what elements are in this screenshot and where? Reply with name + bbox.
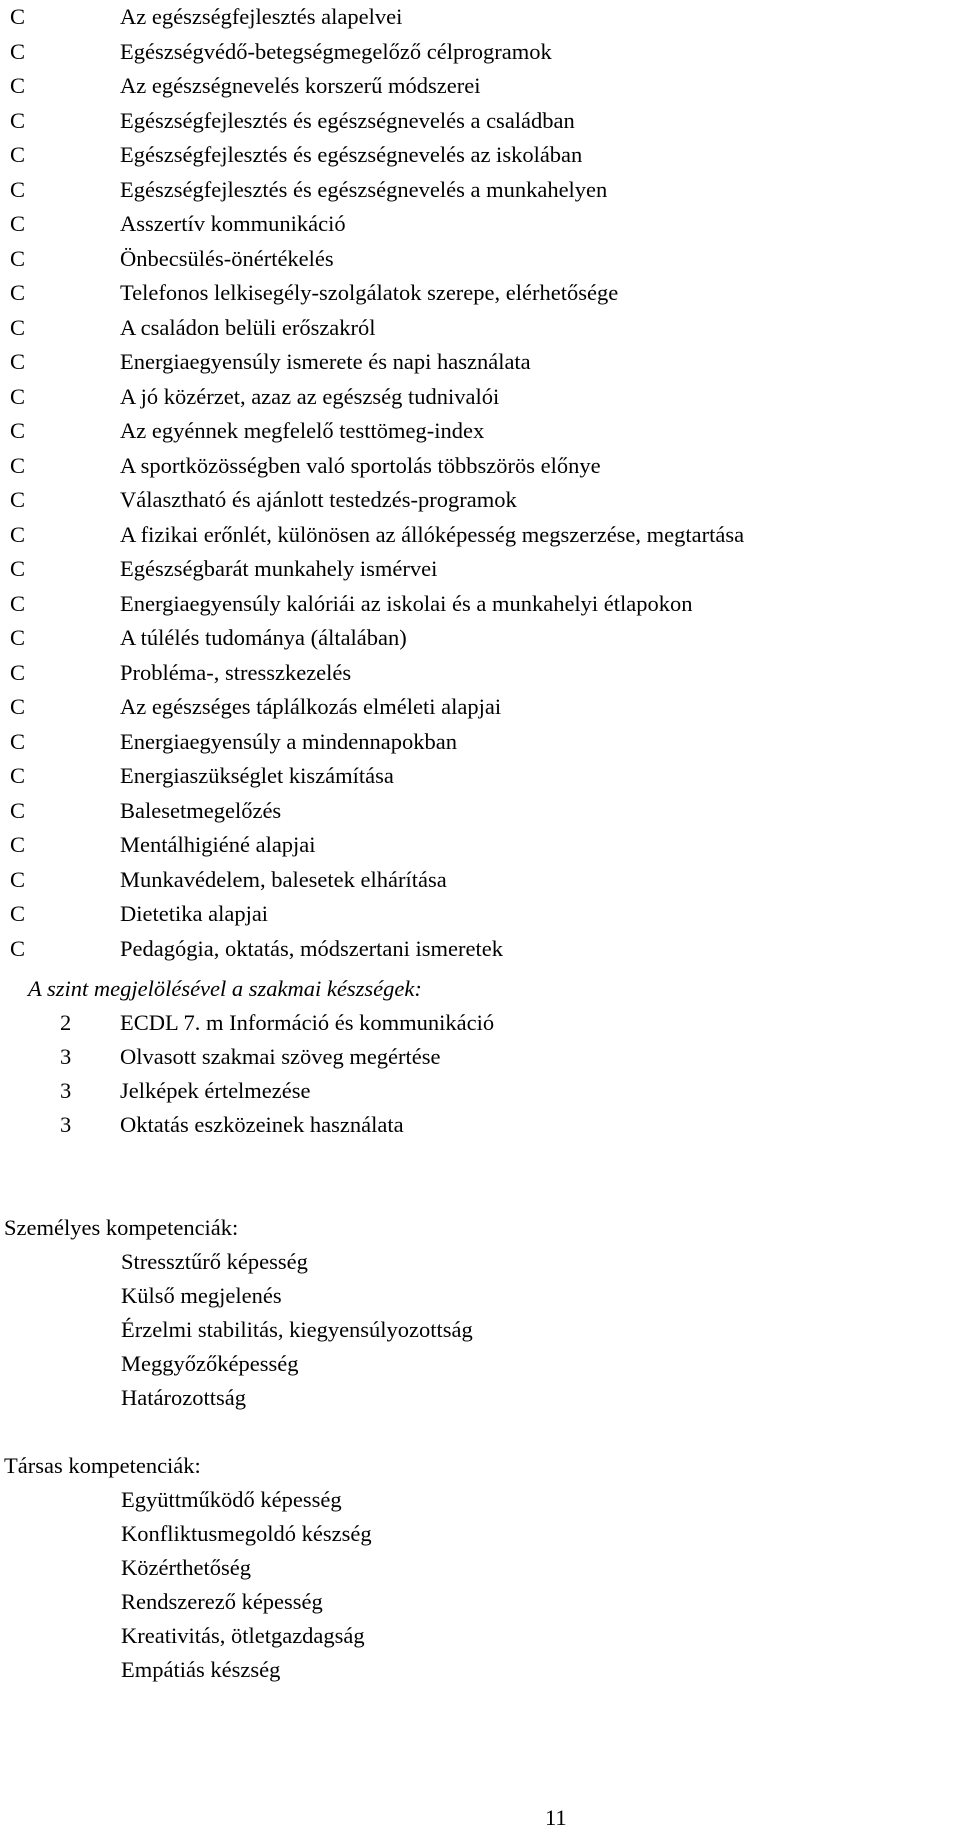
knowledge-item-text: Az egészségfejlesztés alapelvei <box>120 4 403 29</box>
knowledge-level-code: C <box>10 280 26 305</box>
knowledge-item-text: Asszertív kommunikáció <box>120 211 346 236</box>
page-number: 11 <box>545 1805 567 1830</box>
knowledge-level-code: C <box>10 176 26 202</box>
knowledge-level-code: C <box>10 418 26 443</box>
knowledge-item-text: A túlélés tudománya (általában) <box>120 625 407 650</box>
knowledge-level-code: C <box>10 797 26 823</box>
skill-level: 3 <box>60 1078 72 1103</box>
knowledge-level-code: C <box>10 314 26 340</box>
knowledge-item-text: Telefonos lelkisegély-szolgálatok szerepe, elérhetősége <box>120 280 619 305</box>
skill-level: 3 <box>60 1044 72 1069</box>
knowledge-level-code: C <box>10 694 26 719</box>
knowledge-item-text: Önbecsülés-önértékelés <box>120 245 334 271</box>
knowledge-level-code: C <box>10 38 26 64</box>
social-competency-item: Együttműködő képesség <box>121 1487 342 1512</box>
knowledge-item-text: Mentálhigiéné alapjai <box>120 832 316 857</box>
knowledge-item-text: Választható és ajánlott testedzés-programok <box>120 487 517 512</box>
knowledge-item-text: A jó közérzet, azaz az egészség tudnivalói <box>120 383 500 409</box>
skill-level: 2 <box>60 1010 72 1035</box>
knowledge-item-text: Energiaszükséglet kiszámítása <box>120 763 394 788</box>
personal-competency-item: Határozottság <box>121 1385 246 1410</box>
skill-text: ECDL 7. m Információ és kommunikáció <box>120 1010 495 1035</box>
personal-competency-item: Érzelmi stabilitás, kiegyensúlyozottság <box>121 1317 473 1342</box>
knowledge-level-code: C <box>10 625 26 650</box>
knowledge-level-code: C <box>10 935 26 961</box>
social-competency-item: Empátiás készség <box>121 1657 281 1682</box>
knowledge-level-code: C <box>10 452 26 478</box>
personal-competencies-heading: Személyes kompetenciák: <box>4 1215 239 1240</box>
knowledge-level-code: C <box>10 73 26 98</box>
skill-text: Olvasott szakmai szöveg megértése <box>120 1044 441 1069</box>
knowledge-level-code: C <box>10 383 26 409</box>
skill-text: Oktatás eszközeinek használata <box>120 1112 404 1137</box>
knowledge-item-text: Egészségbarát munkahely ismérvei <box>120 556 438 581</box>
knowledge-item-text: A fizikai erőnlét, különösen az állóképesség megszerzése, megtartása <box>120 521 745 547</box>
personal-competency-item: Külső megjelenés <box>121 1283 282 1308</box>
knowledge-level-code: C <box>10 728 26 754</box>
knowledge-level-code: C <box>10 659 26 685</box>
knowledge-item-text: Az egészséges táplálkozás elméleti alapjai <box>120 694 502 719</box>
knowledge-item-text: Egészségfejlesztés és egészségnevelés a családban <box>120 107 575 133</box>
skill-level: 3 <box>60 1112 72 1137</box>
skill-text: Jelképek értelmezése <box>120 1078 311 1103</box>
knowledge-level-code: C <box>10 832 26 857</box>
knowledge-level-code: C <box>10 211 26 236</box>
knowledge-level-code: C <box>10 521 26 547</box>
knowledge-item-text: Energiaegyensúly ismerete és napi használata <box>120 349 531 374</box>
knowledge-item-text: Balesetmegelőzés <box>120 797 282 823</box>
knowledge-level-code: C <box>10 487 26 512</box>
knowledge-item-text: Egészségfejlesztés és egészségnevelés a munkahelyen <box>120 176 608 202</box>
social-competency-item: Konfliktusmegoldó készség <box>121 1521 372 1546</box>
knowledge-level-code: C <box>10 763 26 788</box>
knowledge-item-text: Pedagógia, oktatás, módszertani ismeretek <box>120 935 504 961</box>
knowledge-item-text: Energiaegyensúly a mindennapokban <box>120 728 457 754</box>
social-competency-item: Kreativitás, ötletgazdagság <box>121 1623 365 1648</box>
knowledge-level-code: C <box>10 349 26 374</box>
knowledge-item-text: Egészségfejlesztés és egészségnevelés az iskolában <box>120 142 583 167</box>
knowledge-item-text: Energiaegyensúly kalóriái az iskolai és a munkahelyi étlapokon <box>120 590 693 616</box>
knowledge-item-text: A sportközösségben való sportolás többszörös előnye <box>120 452 601 478</box>
knowledge-item-text: Dietetika alapjai <box>120 901 269 926</box>
knowledge-level-code: C <box>10 142 26 167</box>
knowledge-level-code: C <box>10 245 26 271</box>
knowledge-level-code: C <box>10 556 26 581</box>
social-competency-item: Közérthetőség <box>121 1555 251 1580</box>
knowledge-level-code: C <box>10 590 26 616</box>
knowledge-item-text: Az egyénnek megfelelő testtömeg-index <box>120 418 485 443</box>
personal-competency-item: Stressztűrő képesség <box>121 1249 308 1274</box>
social-competency-item: Rendszerező képesség <box>121 1589 323 1614</box>
social-competencies-heading: Társas kompetenciák: <box>4 1453 201 1478</box>
skills-heading: A szint megjelölésével a szakmai készségek: <box>28 976 422 1001</box>
knowledge-item-text: Probléma-, stresszkezelés <box>120 659 352 685</box>
knowledge-item-text: Munkavédelem, balesetek elhárítása <box>120 866 447 892</box>
knowledge-level-code: C <box>10 4 26 29</box>
knowledge-level-code: C <box>10 107 26 133</box>
knowledge-item-text: A családon belüli erőszakról <box>120 314 376 340</box>
knowledge-level-code: C <box>10 901 26 926</box>
personal-competency-item: Meggyőzőképesség <box>121 1351 299 1376</box>
knowledge-item-text: Az egészségnevelés korszerű módszerei <box>120 73 481 98</box>
knowledge-item-text: Egészségvédő-betegségmegelőző célprogramok <box>120 38 552 64</box>
knowledge-level-code: C <box>10 866 26 892</box>
